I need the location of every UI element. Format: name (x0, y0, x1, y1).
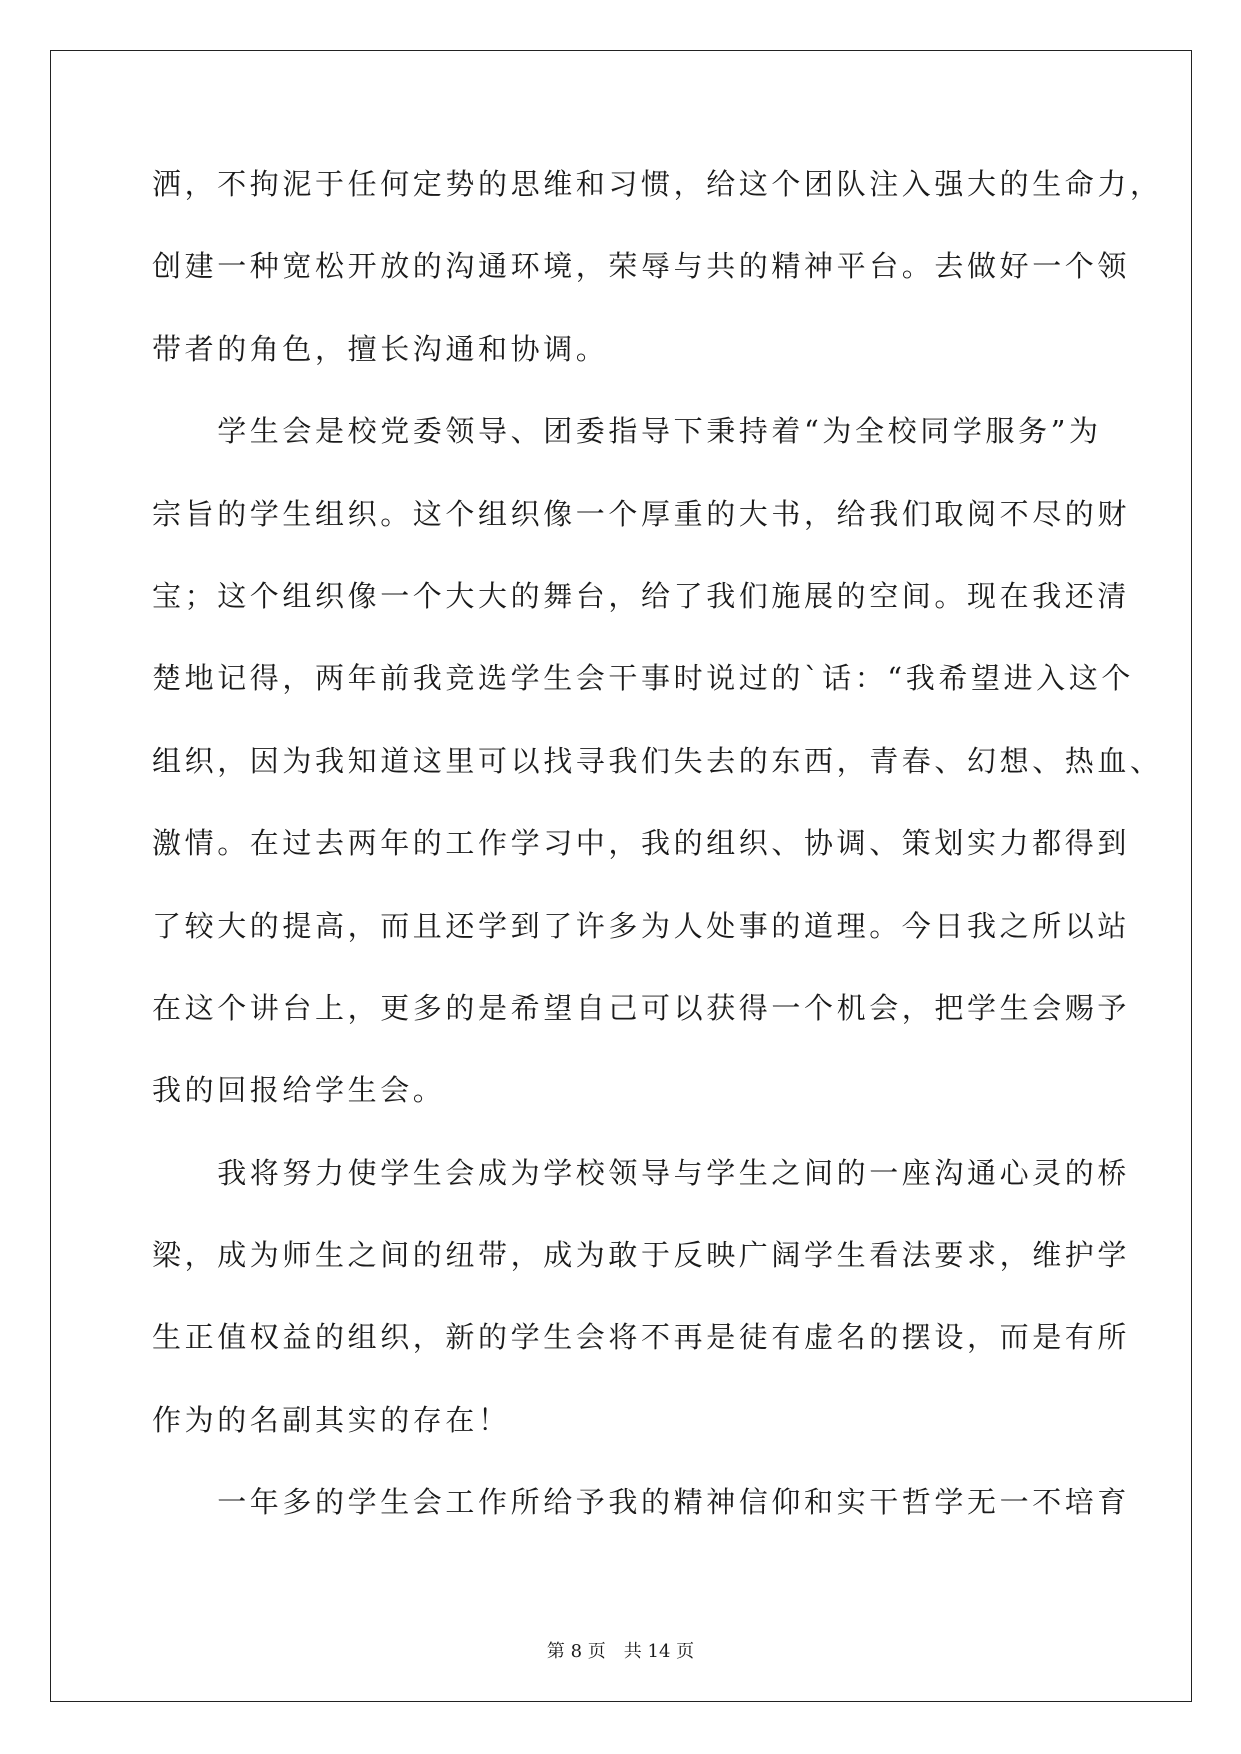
text-line: 梁，成为师生之间的纽带，成为敢于反映广阔学生看法要求，维护学 (152, 1238, 1131, 1273)
text-line: 了较大的提高，而且还学到了许多为人处事的道理。今日我之所以站 (152, 908, 1131, 943)
text-line: 洒，不拘泥于任何定势的思维和习惯，给这个团队注入强大的生命力， (152, 167, 1163, 201)
text-line: 组织，因为我知道这里可以找寻我们失去的东西，青春、幻想、热血、 (152, 743, 1163, 778)
text-line: 在这个讲台上，更多的是希望自己可以获得一个机会，把学生会赐予 (152, 990, 1131, 1025)
text-line: 我的回报给学生会。 (152, 1073, 446, 1108)
text-line: 作为的名副其实的存在！ (152, 1402, 511, 1437)
text-line: 创建一种宽松开放的沟通环境，荣辱与共的精神平台。去做好一个领 (152, 249, 1131, 284)
text-line: 宗旨的学生组织。这个组织像一个厚重的大书，给我们取阅不尽的财 (152, 496, 1131, 531)
text-line: 生正值权益的组织，新的学生会将不再是徒有虚名的摆设，而是有所 (152, 1320, 1131, 1355)
text-line: 学生会是校党委领导、团委指导下秉持着“为全校同学服务”为 (152, 414, 1102, 449)
text-line: 宝；这个组织像一个大大的舞台，给了我们施展的空间。现在我还清 (152, 578, 1131, 613)
text-line: 我将努力使学生会成为学校领导与学生之间的一座沟通心灵的桥 (152, 1155, 1131, 1190)
text-line: 一年多的学生会工作所给予我的精神信仰和实干哲学无一不培育 (152, 1485, 1131, 1520)
text-line: 楚地记得，两年前我竞选学生会干事时说过的`话：“我希望进入这个 (152, 661, 1134, 696)
text-line: 激情。在过去两年的工作学习中，我的组织、协调、策划实力都得到 (152, 826, 1131, 861)
page-number-footer: 第 8 页 共 14 页 (546, 1641, 695, 1662)
text-line: 带者的角色，擅长沟通和协调。 (152, 331, 609, 366)
document-body (152, 164, 1163, 1565)
